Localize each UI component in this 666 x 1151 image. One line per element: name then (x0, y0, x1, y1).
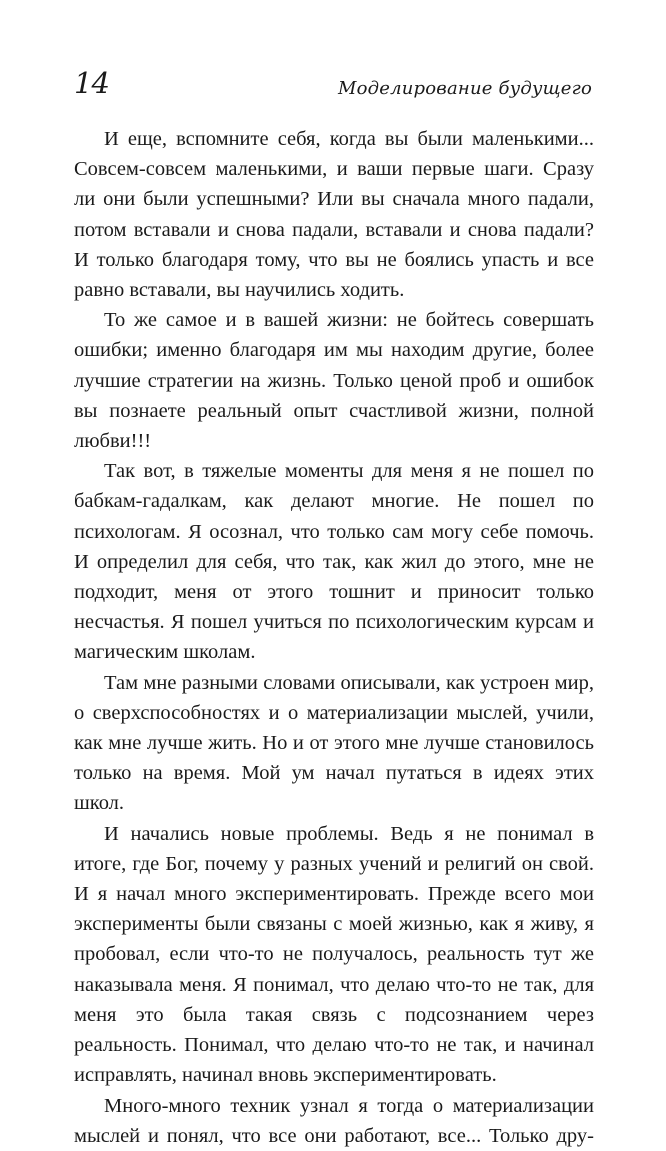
page-number: 14 (74, 66, 109, 100)
paragraph: Так вот, в тяжелые моменты для меня я не пошел по бабкам-гадалкам, как делают многие. Не пошел по психологам. Я осознал, что только сам могу себе помочь. И определил для себя, что так, как жил до этого, мне не подходит, меня от этого тошнит и приносит только несчастья. Я пошел учиться по психологическим курсам и магическим школам. (74, 460, 594, 664)
paragraph: И начались новые проблемы. Ведь я не понимал в итоге, где Бог, почему у разных учений и религий он свой. И я начал много экспериментировать. Прежде всего мои эксперименты были связаны с моей жизнью, как я живу, я пробовал, если что-то не получалось, реальность тут же наказывала меня. Я понимал, что делаю что-то не так, для меня это была такая связь с подсознанием через реальность. Понимал, что делаю что-то не так, и начинал исправлять, начинал вновь экспериментировать. (74, 822, 594, 1087)
paragraph: И еще, вспомните себя, когда вы были маленькими... Совсем-совсем маленькими, и ваши первые шаги. Сразу ли они были успешными? Или вы сначала много падали, потом вставали и снова падали, вставали и снова падали? И только благодаря тому, что вы не боялись упасть и все равно вставали, вы научились ходить. (74, 128, 594, 302)
running-head (74, 58, 592, 98)
paragraph: Много-много техник узнал я тогда о материализации мыслей и понял, что все они работают, все... Только дру- (74, 1094, 594, 1147)
chapter-title: Моделирование будущего (337, 78, 592, 99)
paragraph: То же самое и в вашей жизни: не бойтесь совершать ошибки; именно благодаря им мы находим другие, более лучшие стратегии на жизнь. Только ценой проб и ошибок вы познаете реальный опыт счастливой жизни, полной любви!!! (74, 309, 594, 453)
paragraph: Там мне разными словами описывали, как устроен мир, о сверхспособностях и о материализации мыслей, учили, как мне лучше жить. Но и от этого мне лучше становилось только на время. Мой ум начал путаться в идеях этих школ. (74, 671, 594, 815)
body-text (74, 124, 594, 1151)
